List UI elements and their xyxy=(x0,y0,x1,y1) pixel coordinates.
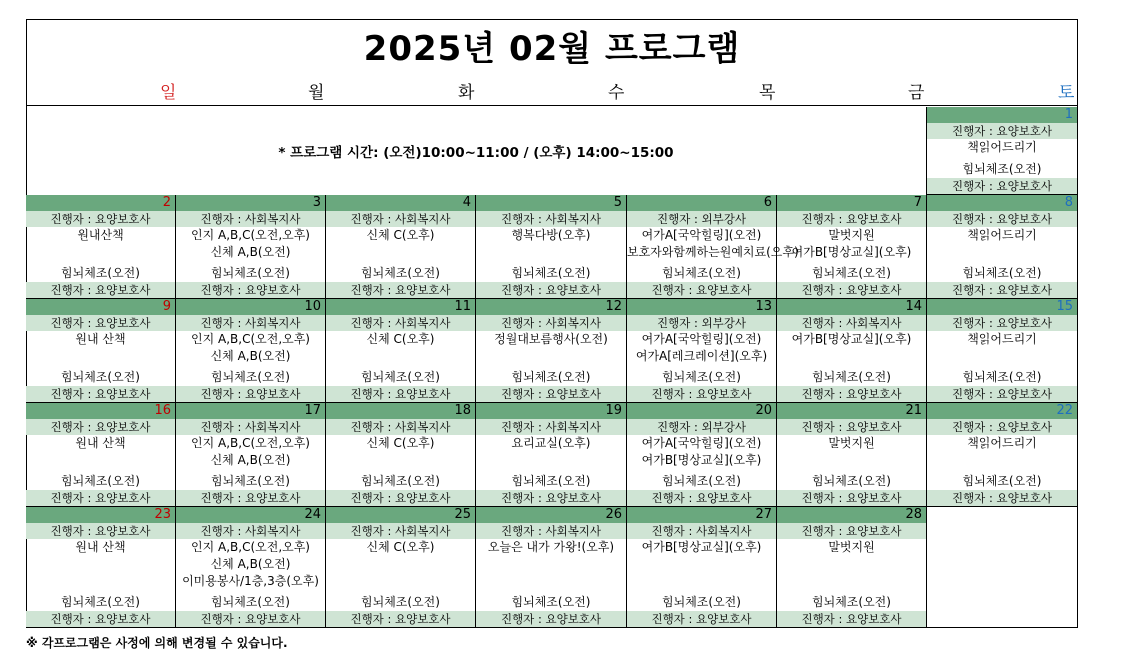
page-title: 2025년 02월 프로그램 xyxy=(363,29,741,69)
day-cell xyxy=(777,507,927,628)
date-number: 19 xyxy=(476,403,626,419)
date-number: 22 xyxy=(927,403,1077,419)
morning-exercise: 힘뇌체조(오전) xyxy=(962,162,1042,176)
day-cell xyxy=(777,195,927,299)
day-cell xyxy=(927,299,1078,403)
morning-exercise: 힘뇌체조(오전) xyxy=(812,266,891,280)
program-item: 책읽어드리기 xyxy=(967,228,1037,242)
footer-presenter: 진행자 : 요양보호사 xyxy=(777,490,926,506)
day-cell xyxy=(476,507,627,628)
footer-presenter: 진행자 : 요양보호사 xyxy=(176,490,325,506)
morning-exercise: 힘뇌체조(오전) xyxy=(662,266,741,280)
program-item: 보호자와함께하는원예치료(오후) xyxy=(627,245,799,259)
presenter-label: 진행자 : 사회복지사 xyxy=(176,315,325,331)
day-cell xyxy=(26,403,176,507)
presenter-label: 진행자 : 사회복지사 xyxy=(476,315,626,331)
program-item: 인지 A,B,C(오전,오후) xyxy=(191,540,310,554)
footer-presenter: 진행자 : 요양보호사 xyxy=(476,490,626,506)
program-item: 인지 A,B,C(오전,오후) xyxy=(191,228,310,242)
morning-exercise: 힘뇌체조(오전) xyxy=(361,370,440,384)
day-cell xyxy=(777,299,927,403)
presenter-label: 진행자 : 외부강사 xyxy=(627,419,776,435)
presenter-label: 진행자 : 사회복지사 xyxy=(627,523,776,539)
morning-exercise: 힘뇌체조(오전) xyxy=(361,474,440,488)
presenter-label: 진행자 : 요양보호사 xyxy=(26,419,175,435)
day-cell xyxy=(627,403,777,507)
program-item: 신체 A,B(오전) xyxy=(210,245,291,259)
footer-presenter: 진행자 : 요양보호사 xyxy=(26,490,175,506)
program-item: 여가B[명상교실](오후) xyxy=(791,245,912,259)
presenter-label: 진행자 : 사회복지사 xyxy=(326,523,475,539)
date-number: 12 xyxy=(476,299,626,315)
presenter-label: 진행자 : 사회복지사 xyxy=(176,419,325,435)
presenter-label: 진행자 : 요양보호사 xyxy=(777,419,926,435)
program-item: 책읽어드리기 xyxy=(967,140,1037,154)
date-number: 26 xyxy=(476,507,626,523)
date-number: 3 xyxy=(176,195,325,211)
date-number: 15 xyxy=(927,299,1077,315)
program-item: 여가B[명상교실](오후) xyxy=(641,540,762,554)
footer-presenter: 진행자 : 요양보호사 xyxy=(176,282,325,298)
footer-presenter: 진행자 : 요양보호사 xyxy=(176,611,325,627)
footer-presenter: 진행자 : 요양보호사 xyxy=(927,178,1077,194)
program-time-notice: * 프로그램 시간: (오전)10:00~11:00 / (오후) 14:00~15:00 xyxy=(26,107,927,195)
program-item: 여가B[명상교실](오후) xyxy=(641,453,762,467)
presenter-label: 진행자 : 사회복지사 xyxy=(476,419,626,435)
weekday-thu: 목 xyxy=(759,83,776,103)
day-cell xyxy=(176,507,326,628)
date-number: 24 xyxy=(176,507,325,523)
day-cell xyxy=(326,507,476,628)
footer-presenter: 진행자 : 요양보호사 xyxy=(777,282,926,298)
program-item: 인지 A,B,C(오전,오후) xyxy=(191,332,310,346)
program-item: 오늘은 내가 가왕!(오후) xyxy=(487,540,615,554)
day-cell xyxy=(176,195,326,299)
weekday-wed: 수 xyxy=(608,83,625,103)
date-number: 2 xyxy=(26,195,175,211)
morning-exercise: 힘뇌체조(오전) xyxy=(61,595,140,609)
day-cell xyxy=(627,507,777,628)
date-number: 14 xyxy=(777,299,926,315)
program-item: 원내 산책 xyxy=(75,332,126,346)
weekday-sun: 일 xyxy=(160,83,177,103)
weekday-tue: 화 xyxy=(458,83,475,103)
program-item: 인지 A,B,C(오전,오후) xyxy=(191,436,310,450)
day-cell xyxy=(476,403,627,507)
program-item: 요리교실(오후) xyxy=(511,436,591,450)
footer-presenter: 진행자 : 요양보호사 xyxy=(326,490,475,506)
date-number: 10 xyxy=(176,299,325,315)
program-item: 신체 C(오후) xyxy=(366,540,435,554)
footer-presenter: 진행자 : 요양보호사 xyxy=(627,490,776,506)
weekday-sat: 토 xyxy=(1058,83,1075,103)
morning-exercise: 힘뇌체조(오전) xyxy=(211,474,290,488)
program-item: 신체 A,B(오전) xyxy=(210,557,291,571)
program-item: 신체 C(오후) xyxy=(366,332,435,346)
presenter-label: 진행자 : 외부강사 xyxy=(627,315,776,331)
date-number: 13 xyxy=(627,299,776,315)
morning-exercise: 힘뇌체조(오전) xyxy=(812,595,891,609)
presenter-label: 진행자 : 요양보호사 xyxy=(927,123,1077,139)
morning-exercise: 힘뇌체조(오전) xyxy=(962,370,1042,384)
footer-presenter: 진행자 : 요양보호사 xyxy=(26,386,175,402)
morning-exercise: 힘뇌체조(오전) xyxy=(662,474,741,488)
day-cell xyxy=(476,195,627,299)
presenter-label: 진행자 : 요양보호사 xyxy=(26,523,175,539)
presenter-label: 진행자 : 사회복지사 xyxy=(326,211,475,227)
date-number: 18 xyxy=(326,403,475,419)
morning-exercise: 힘뇌체조(오전) xyxy=(511,474,591,488)
morning-exercise: 힘뇌체조(오전) xyxy=(812,370,891,384)
footer-presenter: 진행자 : 요양보호사 xyxy=(476,282,626,298)
program-item: 여가A[국악힐링](오전) xyxy=(641,228,762,242)
footer-presenter: 진행자 : 요양보호사 xyxy=(476,386,626,402)
program-item: 말벗지원 xyxy=(828,540,875,554)
program-item: 행복다방(오후) xyxy=(511,228,591,242)
date-number: 11 xyxy=(326,299,475,315)
date-number: 27 xyxy=(627,507,776,523)
program-item: 책읽어드리기 xyxy=(967,436,1037,450)
morning-exercise: 힘뇌체조(오전) xyxy=(361,266,440,280)
program-item: 말벗지원 xyxy=(828,228,875,242)
program-item: 책읽어드리기 xyxy=(967,332,1037,346)
day-cell xyxy=(326,299,476,403)
morning-exercise: 힘뇌체조(오전) xyxy=(962,474,1042,488)
program-item: 신체 A,B(오전) xyxy=(210,349,291,363)
empty-cell xyxy=(927,507,1078,628)
morning-exercise: 힘뇌체조(오전) xyxy=(61,370,140,384)
program-item: 정월대보름행사(오전) xyxy=(494,332,608,346)
presenter-label: 진행자 : 사회복지사 xyxy=(777,315,926,331)
morning-exercise: 힘뇌체조(오전) xyxy=(511,370,591,384)
footnote: ※ 각프로그램은 사정에 의해 변경될 수 있습니다. xyxy=(26,636,288,650)
presenter-label: 진행자 : 사회복지사 xyxy=(476,523,626,539)
footer-presenter: 진행자 : 요양보호사 xyxy=(476,611,626,627)
morning-exercise: 힘뇌체조(오전) xyxy=(211,595,290,609)
presenter-label: 진행자 : 외부강사 xyxy=(627,211,776,227)
date-number: 23 xyxy=(26,507,175,523)
day-cell xyxy=(627,195,799,299)
footer-presenter: 진행자 : 요양보호사 xyxy=(176,386,325,402)
footer-presenter: 진행자 : 요양보호사 xyxy=(326,386,475,402)
program-item: 말벗지원 xyxy=(828,436,875,450)
footer-presenter: 진행자 : 요양보호사 xyxy=(26,282,175,298)
presenter-label: 진행자 : 사회복지사 xyxy=(326,315,475,331)
footer-presenter: 진행자 : 요양보호사 xyxy=(777,611,926,627)
morning-exercise: 힘뇌체조(오전) xyxy=(662,370,741,384)
program-item: 원내 산책 xyxy=(75,540,126,554)
presenter-label: 진행자 : 사회복지사 xyxy=(476,211,626,227)
morning-exercise: 힘뇌체조(오전) xyxy=(61,474,140,488)
day-cell xyxy=(176,403,326,507)
morning-exercise: 힘뇌체조(오전) xyxy=(962,266,1042,280)
weekday-header xyxy=(26,80,1078,106)
day-cell xyxy=(26,507,176,628)
program-item: 여가A[레크레이션](오후) xyxy=(635,349,768,363)
footer-presenter: 진행자 : 요양보호사 xyxy=(627,386,776,402)
date-number: 8 xyxy=(927,195,1077,211)
day-cell xyxy=(26,195,176,299)
footer-presenter: 진행자 : 요양보호사 xyxy=(927,282,1077,298)
date-number: 4 xyxy=(326,195,475,211)
day-cell xyxy=(176,299,326,403)
presenter-label: 진행자 : 사회복지사 xyxy=(176,211,325,227)
footer-presenter: 진행자 : 요양보호사 xyxy=(927,490,1077,506)
day-cell xyxy=(476,299,627,403)
footer-presenter: 진행자 : 요양보호사 xyxy=(26,611,175,627)
presenter-label: 진행자 : 요양보호사 xyxy=(777,211,926,227)
day-cell xyxy=(927,107,1078,195)
day-cell xyxy=(627,299,777,403)
program-item: 여가A[국악힐링](오전) xyxy=(641,436,762,450)
morning-exercise: 힘뇌체조(오전) xyxy=(361,595,440,609)
footer-presenter: 진행자 : 요양보호사 xyxy=(627,282,776,298)
program-item: 여가B[명상교실](오후) xyxy=(791,332,912,346)
presenter-label: 진행자 : 요양보호사 xyxy=(777,523,926,539)
morning-exercise: 힘뇌체조(오전) xyxy=(511,595,591,609)
footer-presenter: 진행자 : 요양보호사 xyxy=(777,386,926,402)
day-cell xyxy=(927,195,1078,299)
program-item: 신체 A,B(오전) xyxy=(210,453,291,467)
program-item: 여가A[국악힐링](오전) xyxy=(641,332,762,346)
day-cell xyxy=(927,403,1078,507)
day-cell xyxy=(26,299,176,403)
morning-exercise: 힘뇌체조(오전) xyxy=(211,370,290,384)
date-number: 17 xyxy=(176,403,325,419)
presenter-label: 진행자 : 요양보호사 xyxy=(26,211,175,227)
presenter-label: 진행자 : 요양보호사 xyxy=(927,419,1077,435)
presenter-label: 진행자 : 요양보호사 xyxy=(927,211,1077,227)
program-item: 이미용봉사/1층,3층(오후) xyxy=(182,574,319,588)
program-item: 원내산책 xyxy=(77,228,124,242)
day-cell xyxy=(777,403,927,507)
program-item: 신체 C(오후) xyxy=(366,436,435,450)
presenter-label: 진행자 : 요양보호사 xyxy=(26,315,175,331)
morning-exercise: 힘뇌체조(오전) xyxy=(61,266,140,280)
footer-presenter: 진행자 : 요양보호사 xyxy=(326,282,475,298)
program-item: 신체 C(오후) xyxy=(366,228,435,242)
date-number: 9 xyxy=(26,299,175,315)
date-number: 28 xyxy=(777,507,926,523)
footer-presenter: 진행자 : 요양보호사 xyxy=(627,611,776,627)
weekday-mon: 월 xyxy=(308,83,325,103)
morning-exercise: 힘뇌체조(오전) xyxy=(662,595,741,609)
date-number: 1 xyxy=(927,107,1077,123)
date-number: 25 xyxy=(326,507,475,523)
day-cell xyxy=(326,403,476,507)
date-number: 20 xyxy=(627,403,776,419)
morning-exercise: 힘뇌체조(오전) xyxy=(812,474,891,488)
presenter-label: 진행자 : 사회복지사 xyxy=(176,523,325,539)
presenter-label: 진행자 : 사회복지사 xyxy=(326,419,475,435)
morning-exercise: 힘뇌체조(오전) xyxy=(511,266,591,280)
weekday-fri: 금 xyxy=(908,83,925,103)
morning-exercise: 힘뇌체조(오전) xyxy=(211,266,290,280)
date-number: 6 xyxy=(627,195,776,211)
date-number: 21 xyxy=(777,403,926,419)
program-item: 원내 산책 xyxy=(75,436,126,450)
date-number: 7 xyxy=(777,195,926,211)
day-cell xyxy=(326,195,476,299)
date-number: 5 xyxy=(476,195,626,211)
footer-presenter: 진행자 : 요양보호사 xyxy=(927,386,1077,402)
footer-presenter: 진행자 : 요양보호사 xyxy=(326,611,475,627)
presenter-label: 진행자 : 요양보호사 xyxy=(927,315,1077,331)
date-number: 16 xyxy=(26,403,175,419)
